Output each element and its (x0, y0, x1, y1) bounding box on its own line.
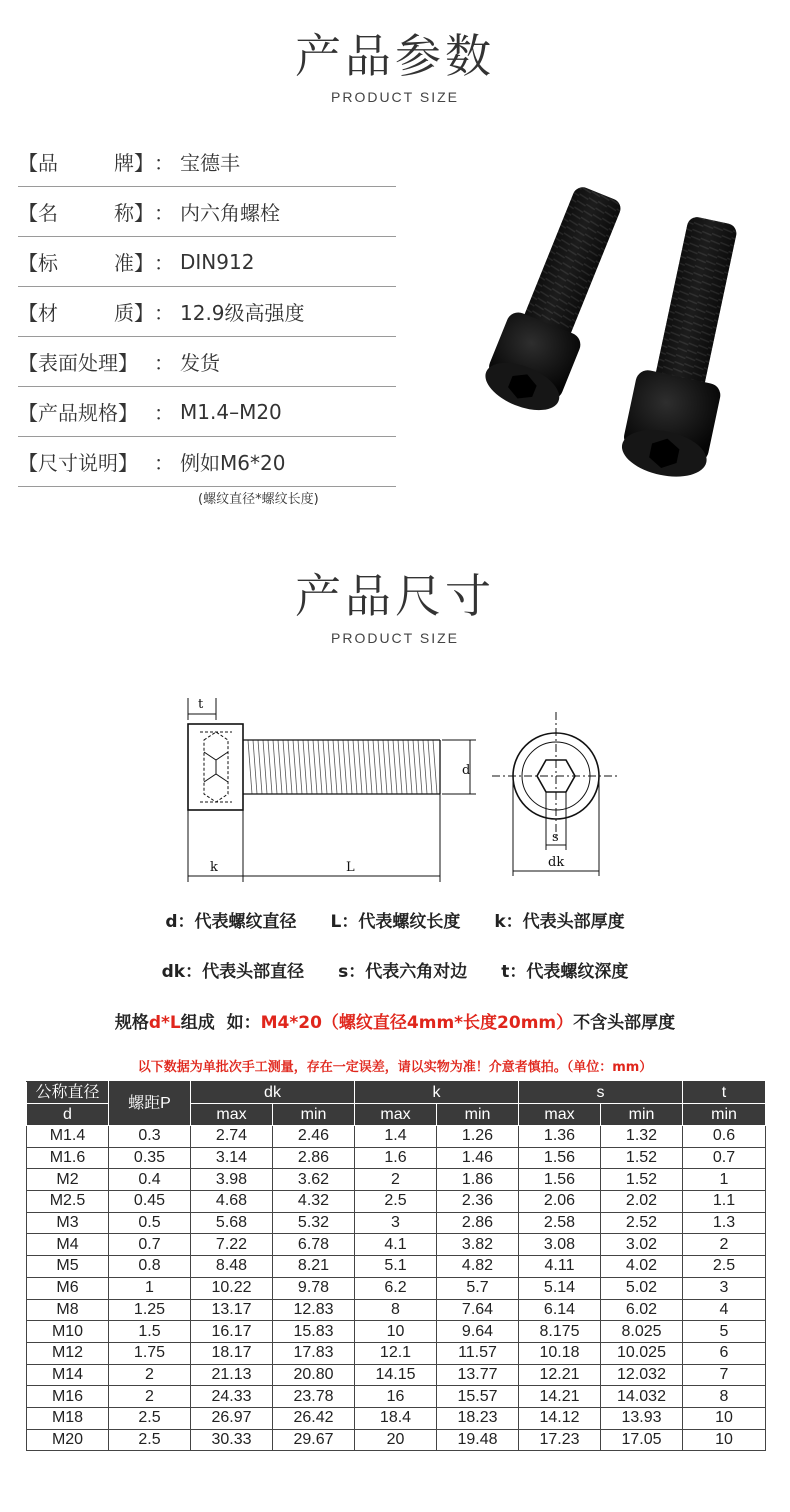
param-label-part: 【名 (18, 201, 58, 225)
spec-mid: 组成 如： (180, 1013, 261, 1033)
legend-L: L：代表螺纹长度 (330, 912, 461, 932)
table-cell: 13.17 (191, 1299, 273, 1321)
table-cell: 1.3 (683, 1212, 766, 1234)
legend-row-2 (0, 957, 790, 982)
dim-t-label: t (198, 697, 204, 712)
table-cell: 4.11 (519, 1256, 601, 1278)
table-cell: 2 (109, 1386, 191, 1408)
param-colon: ： (154, 151, 174, 175)
table-cell: M1.4 (27, 1126, 109, 1148)
table-cell: 30.33 (191, 1429, 273, 1451)
param-label-part: 【标 (18, 251, 58, 275)
col-header-d: d (27, 1104, 109, 1126)
spec-example: M4*20（螺纹直径4mm*长度20mm） (260, 1013, 574, 1033)
table-cell: 1.52 (601, 1147, 683, 1169)
table-cell: 14.15 (355, 1364, 437, 1386)
table-cell: 5.1 (355, 1256, 437, 1278)
table-cell: 15.83 (273, 1321, 355, 1343)
table-cell: 5.14 (519, 1277, 601, 1299)
table-cell: 2.46 (273, 1126, 355, 1148)
thread-line (428, 740, 432, 794)
table-row (27, 1191, 766, 1213)
table-row (27, 1342, 766, 1364)
param-label-part: 准】 (114, 251, 154, 275)
col-header-s-max: max (519, 1104, 601, 1126)
param-label-part: 称】 (114, 201, 154, 225)
col-header-s-min: min (601, 1104, 683, 1126)
thread-line (433, 740, 437, 794)
col-header-k-max: max (355, 1104, 437, 1126)
table-cell: 2 (683, 1234, 766, 1256)
table-cell: 10.025 (601, 1342, 683, 1364)
table-row (27, 1364, 766, 1386)
param-value: 例如M6*20 (180, 451, 286, 475)
thread-line (258, 740, 262, 794)
section-subtitle-params: PRODUCT SIZE (331, 89, 459, 105)
table-row (27, 1321, 766, 1343)
table-cell: 3 (355, 1212, 437, 1234)
table-cell: 0.3 (109, 1126, 191, 1148)
table-cell: M5 (27, 1256, 109, 1278)
thread-line (333, 740, 337, 794)
table-cell: 12.83 (273, 1299, 355, 1321)
table-cell: 3.98 (191, 1169, 273, 1191)
dim-k-label: k (210, 860, 218, 875)
thread-line (408, 740, 412, 794)
table-cell: 7 (683, 1364, 766, 1386)
table-cell: 0.5 (109, 1212, 191, 1234)
param-label-part: 【材 (18, 301, 58, 325)
thread-line (378, 740, 382, 794)
table-cell: 17.05 (601, 1429, 683, 1451)
table-row (27, 1212, 766, 1234)
thread-line (393, 740, 397, 794)
table-cell: 18.17 (191, 1342, 273, 1364)
table-cell: 10 (683, 1429, 766, 1451)
table-cell: 13.93 (601, 1407, 683, 1429)
param-value: M1.4–M20 (180, 399, 282, 424)
dim-s-label: s (552, 830, 559, 845)
table-cell: 1.36 (519, 1126, 601, 1148)
table-cell: M4 (27, 1234, 109, 1256)
table-cell: 2 (109, 1364, 191, 1386)
table-row (27, 1386, 766, 1408)
table-body (27, 1126, 766, 1451)
table-cell: 3 (683, 1277, 766, 1299)
table-cell: 21.13 (191, 1364, 273, 1386)
table-cell: 0.6 (683, 1126, 766, 1148)
table-cell: 4.1 (355, 1234, 437, 1256)
thread-line (358, 740, 362, 794)
table-cell: 2.02 (601, 1191, 683, 1213)
param-label-part: 【品 (18, 151, 58, 175)
thread-line (403, 740, 407, 794)
table-cell: 0.7 (683, 1147, 766, 1169)
thread-line (368, 740, 372, 794)
table-cell: 14.032 (601, 1386, 683, 1408)
legend-t: t：代表螺纹深度 (501, 962, 629, 982)
table-cell: 6.14 (519, 1299, 601, 1321)
table-cell: M10 (27, 1321, 109, 1343)
param-label-part: 【尺寸说明】 (18, 451, 138, 475)
bolt-left (479, 186, 637, 420)
table-cell: M14 (27, 1364, 109, 1386)
spec-dl: d*L (148, 1013, 181, 1033)
param-colon: ： (154, 351, 174, 375)
col-header-k-min: min (437, 1104, 519, 1126)
table-cell: 0.8 (109, 1256, 191, 1278)
table-cell: 8.48 (191, 1256, 273, 1278)
param-row (18, 437, 396, 487)
thread-line (363, 740, 367, 794)
thread-line (248, 740, 252, 794)
table-cell: 8.175 (519, 1321, 601, 1343)
table-cell: M2.5 (27, 1191, 109, 1213)
col-header-dk-max: max (191, 1104, 273, 1126)
table-row (27, 1277, 766, 1299)
table-cell: 15.57 (437, 1386, 519, 1408)
table-cell: M3 (27, 1212, 109, 1234)
table-cell: 6.2 (355, 1277, 437, 1299)
table-cell: 4.02 (601, 1256, 683, 1278)
thread-line (353, 740, 357, 794)
param-value: 12.9级高强度 (180, 301, 305, 325)
table-cell: 16.17 (191, 1321, 273, 1343)
table-cell: 8 (683, 1386, 766, 1408)
thread-line (383, 740, 387, 794)
table-cell: 26.42 (273, 1407, 355, 1429)
thread-line (328, 740, 332, 794)
table-cell: 5.68 (191, 1212, 273, 1234)
col-header-k: k (355, 1082, 519, 1104)
param-label (18, 197, 154, 226)
table-cell: 1 (109, 1277, 191, 1299)
table-cell: 14.21 (519, 1386, 601, 1408)
thread-line (278, 740, 282, 794)
table-cell: 20 (355, 1429, 437, 1451)
spec-table (26, 1081, 766, 1451)
table-cell: M1.6 (27, 1147, 109, 1169)
thread-line (323, 740, 327, 794)
table-cell: 1.6 (355, 1147, 437, 1169)
table-cell: 5.02 (601, 1277, 683, 1299)
dim-dk-label: dk (548, 855, 565, 870)
param-label (18, 347, 154, 376)
table-cell: 1.25 (109, 1299, 191, 1321)
thread-line (343, 740, 347, 794)
table-cell: 0.35 (109, 1147, 191, 1169)
table-cell: 7.22 (191, 1234, 273, 1256)
param-label (18, 297, 154, 326)
table-cell: M16 (27, 1386, 109, 1408)
table-cell: 3.62 (273, 1169, 355, 1191)
thread-line (293, 740, 297, 794)
table-cell: 0.7 (109, 1234, 191, 1256)
section-title-size: 产品尺寸 (295, 569, 495, 623)
table-cell: 2.36 (437, 1191, 519, 1213)
thread-line (313, 740, 317, 794)
thread-line (303, 740, 307, 794)
thread-line (253, 740, 257, 794)
table-cell: 1.26 (437, 1126, 519, 1148)
table-cell: 1.56 (519, 1169, 601, 1191)
table-cell: 18.4 (355, 1407, 437, 1429)
section-title-params: 产品参数 (295, 29, 495, 83)
param-row (18, 187, 396, 237)
param-colon: ： (154, 401, 174, 425)
thread-lines (248, 740, 437, 794)
param-value: 发货 (180, 351, 220, 375)
table-cell: 0.4 (109, 1169, 191, 1191)
table-cell: 19.48 (437, 1429, 519, 1451)
spec-suffix: 不含头部厚度 (573, 1013, 676, 1033)
table-row (27, 1256, 766, 1278)
table-cell: 2.06 (519, 1191, 601, 1213)
table-cell: 2.86 (273, 1147, 355, 1169)
table-cell: 23.78 (273, 1386, 355, 1408)
table-row (27, 1234, 766, 1256)
param-label-part: 牌】 (114, 151, 154, 175)
table-cell: 12.032 (601, 1364, 683, 1386)
spec-line (0, 1008, 790, 1033)
table-cell: 13.77 (437, 1364, 519, 1386)
table-cell: 17.23 (519, 1429, 601, 1451)
param-colon: ： (154, 251, 174, 275)
bolt-photo (450, 186, 750, 496)
table-cell: 3.08 (519, 1234, 601, 1256)
thread-line (318, 740, 322, 794)
table-row (27, 1126, 766, 1148)
table-cell: 4.32 (273, 1191, 355, 1213)
col-header-dk: dk (191, 1082, 355, 1104)
table-cell: 3.82 (437, 1234, 519, 1256)
legend-s: s：代表六角对边 (338, 962, 468, 982)
table-cell: 6.02 (601, 1299, 683, 1321)
param-note: (螺纹直径*螺纹长度) (198, 492, 319, 507)
table-row (27, 1147, 766, 1169)
table-cell: 2.5 (683, 1256, 766, 1278)
col-header-t: t (683, 1082, 766, 1104)
thread-line (273, 740, 277, 794)
measurement-notice: 以下数据为单批次手工测量，存在一定误差，请以实物为准！介意者慎拍。（单位：mm） (137, 1060, 653, 1075)
table-cell: 10.22 (191, 1277, 273, 1299)
table-cell: 17.83 (273, 1342, 355, 1364)
table-cell: 16 (355, 1386, 437, 1408)
col-header-d-top: 公称直径 (27, 1082, 109, 1104)
param-row (18, 387, 396, 437)
param-value: DIN912 (180, 249, 255, 274)
section-subtitle-size: PRODUCT SIZE (331, 630, 459, 646)
table-cell: 1.5 (109, 1321, 191, 1343)
spec-prefix: 规格 (114, 1013, 149, 1033)
param-label-part: 质】 (114, 301, 154, 325)
table-cell: 8.025 (601, 1321, 683, 1343)
param-colon: ： (154, 201, 174, 225)
dim-L-label: L (346, 860, 355, 875)
col-header-dk-min: min (273, 1104, 355, 1126)
table-header-top (27, 1082, 766, 1104)
dimension-diagram (170, 690, 620, 890)
thread-line (298, 740, 302, 794)
param-row (18, 237, 396, 287)
table-cell: 14.12 (519, 1407, 601, 1429)
table-cell: 5 (683, 1321, 766, 1343)
table-cell: 29.67 (273, 1429, 355, 1451)
table-cell: 4.68 (191, 1191, 273, 1213)
table-cell: 4.82 (437, 1256, 519, 1278)
table-cell: M6 (27, 1277, 109, 1299)
table-cell: 2 (355, 1169, 437, 1191)
table-cell: 18.23 (437, 1407, 519, 1429)
param-row (18, 137, 396, 187)
table-cell: 2.74 (191, 1126, 273, 1148)
table-cell: 12.1 (355, 1342, 437, 1364)
col-header-s: s (519, 1082, 683, 1104)
param-colon: ： (154, 301, 174, 325)
table-cell: 6 (683, 1342, 766, 1364)
table-cell: 2.5 (109, 1407, 191, 1429)
table-cell: M8 (27, 1299, 109, 1321)
table-cell: 2.86 (437, 1212, 519, 1234)
table-cell: 5.32 (273, 1212, 355, 1234)
thread-line (338, 740, 342, 794)
table-cell: 7.64 (437, 1299, 519, 1321)
param-label-part: 【产品规格】 (18, 401, 138, 425)
table-cell: 26.97 (191, 1407, 273, 1429)
table-cell: 2.52 (601, 1212, 683, 1234)
table-cell: M18 (27, 1407, 109, 1429)
thread-line (288, 740, 292, 794)
thread-line (348, 740, 352, 794)
param-label (18, 247, 154, 276)
param-colon: ： (154, 451, 174, 475)
param-value: 宝德丰 (180, 151, 240, 175)
table-cell: 1.56 (519, 1147, 601, 1169)
table-cell: 12.21 (519, 1364, 601, 1386)
param-row (18, 287, 396, 337)
thread-line (373, 740, 377, 794)
col-header-pitch: 螺距P (109, 1082, 191, 1126)
table-cell: M12 (27, 1342, 109, 1364)
table-cell: 10.18 (519, 1342, 601, 1364)
param-value: 内六角螺栓 (180, 201, 280, 225)
table-cell: 2.5 (109, 1429, 191, 1451)
table-cell: 6.78 (273, 1234, 355, 1256)
table-cell: 2.5 (355, 1191, 437, 1213)
table-cell: 11.57 (437, 1342, 519, 1364)
table-row (27, 1407, 766, 1429)
table-cell: 20.80 (273, 1364, 355, 1386)
table-cell: 1.46 (437, 1147, 519, 1169)
table-cell: 1.32 (601, 1126, 683, 1148)
legend-k: k：代表头部厚度 (494, 912, 625, 932)
table-cell: 9.64 (437, 1321, 519, 1343)
table-cell: 1.1 (683, 1191, 766, 1213)
col-header-t-min: min (683, 1104, 766, 1126)
table-row (27, 1299, 766, 1321)
table-cell: M20 (27, 1429, 109, 1451)
table-cell: 5.7 (437, 1277, 519, 1299)
table-row (27, 1169, 766, 1191)
table-row (27, 1429, 766, 1451)
table-cell: 1.75 (109, 1342, 191, 1364)
thread-line (268, 740, 272, 794)
param-row (18, 337, 396, 387)
legend-row-1 (0, 907, 790, 932)
dim-d-label: d (462, 763, 471, 778)
table-cell: 8.21 (273, 1256, 355, 1278)
param-label (18, 147, 154, 176)
thread-line (418, 740, 422, 794)
table-cell: 8 (355, 1299, 437, 1321)
param-label (18, 447, 154, 476)
thread-line (263, 740, 267, 794)
thread-line (308, 740, 312, 794)
table-cell: 0.45 (109, 1191, 191, 1213)
table-cell: 10 (355, 1321, 437, 1343)
table-cell: 1.52 (601, 1169, 683, 1191)
table-cell: 9.78 (273, 1277, 355, 1299)
table-cell: 2.58 (519, 1212, 601, 1234)
table-cell: 24.33 (191, 1386, 273, 1408)
table-cell: 10 (683, 1407, 766, 1429)
table-cell: M2 (27, 1169, 109, 1191)
thread-line (413, 740, 417, 794)
thread-line (283, 740, 287, 794)
table-cell: 3.14 (191, 1147, 273, 1169)
bolt-right (618, 212, 750, 484)
legend-dk: dk：代表头部直径 (161, 962, 305, 982)
param-label-part: 【表面处理】 (18, 351, 138, 375)
table-cell: 1.4 (355, 1126, 437, 1148)
table-cell: 1.86 (437, 1169, 519, 1191)
table-cell: 4 (683, 1299, 766, 1321)
thread-line (423, 740, 427, 794)
thread-line (388, 740, 392, 794)
thread-line (398, 740, 402, 794)
table-cell: 1 (683, 1169, 766, 1191)
param-label (18, 397, 154, 426)
table-cell: 3.02 (601, 1234, 683, 1256)
legend-d: d：代表螺纹直径 (165, 912, 297, 932)
